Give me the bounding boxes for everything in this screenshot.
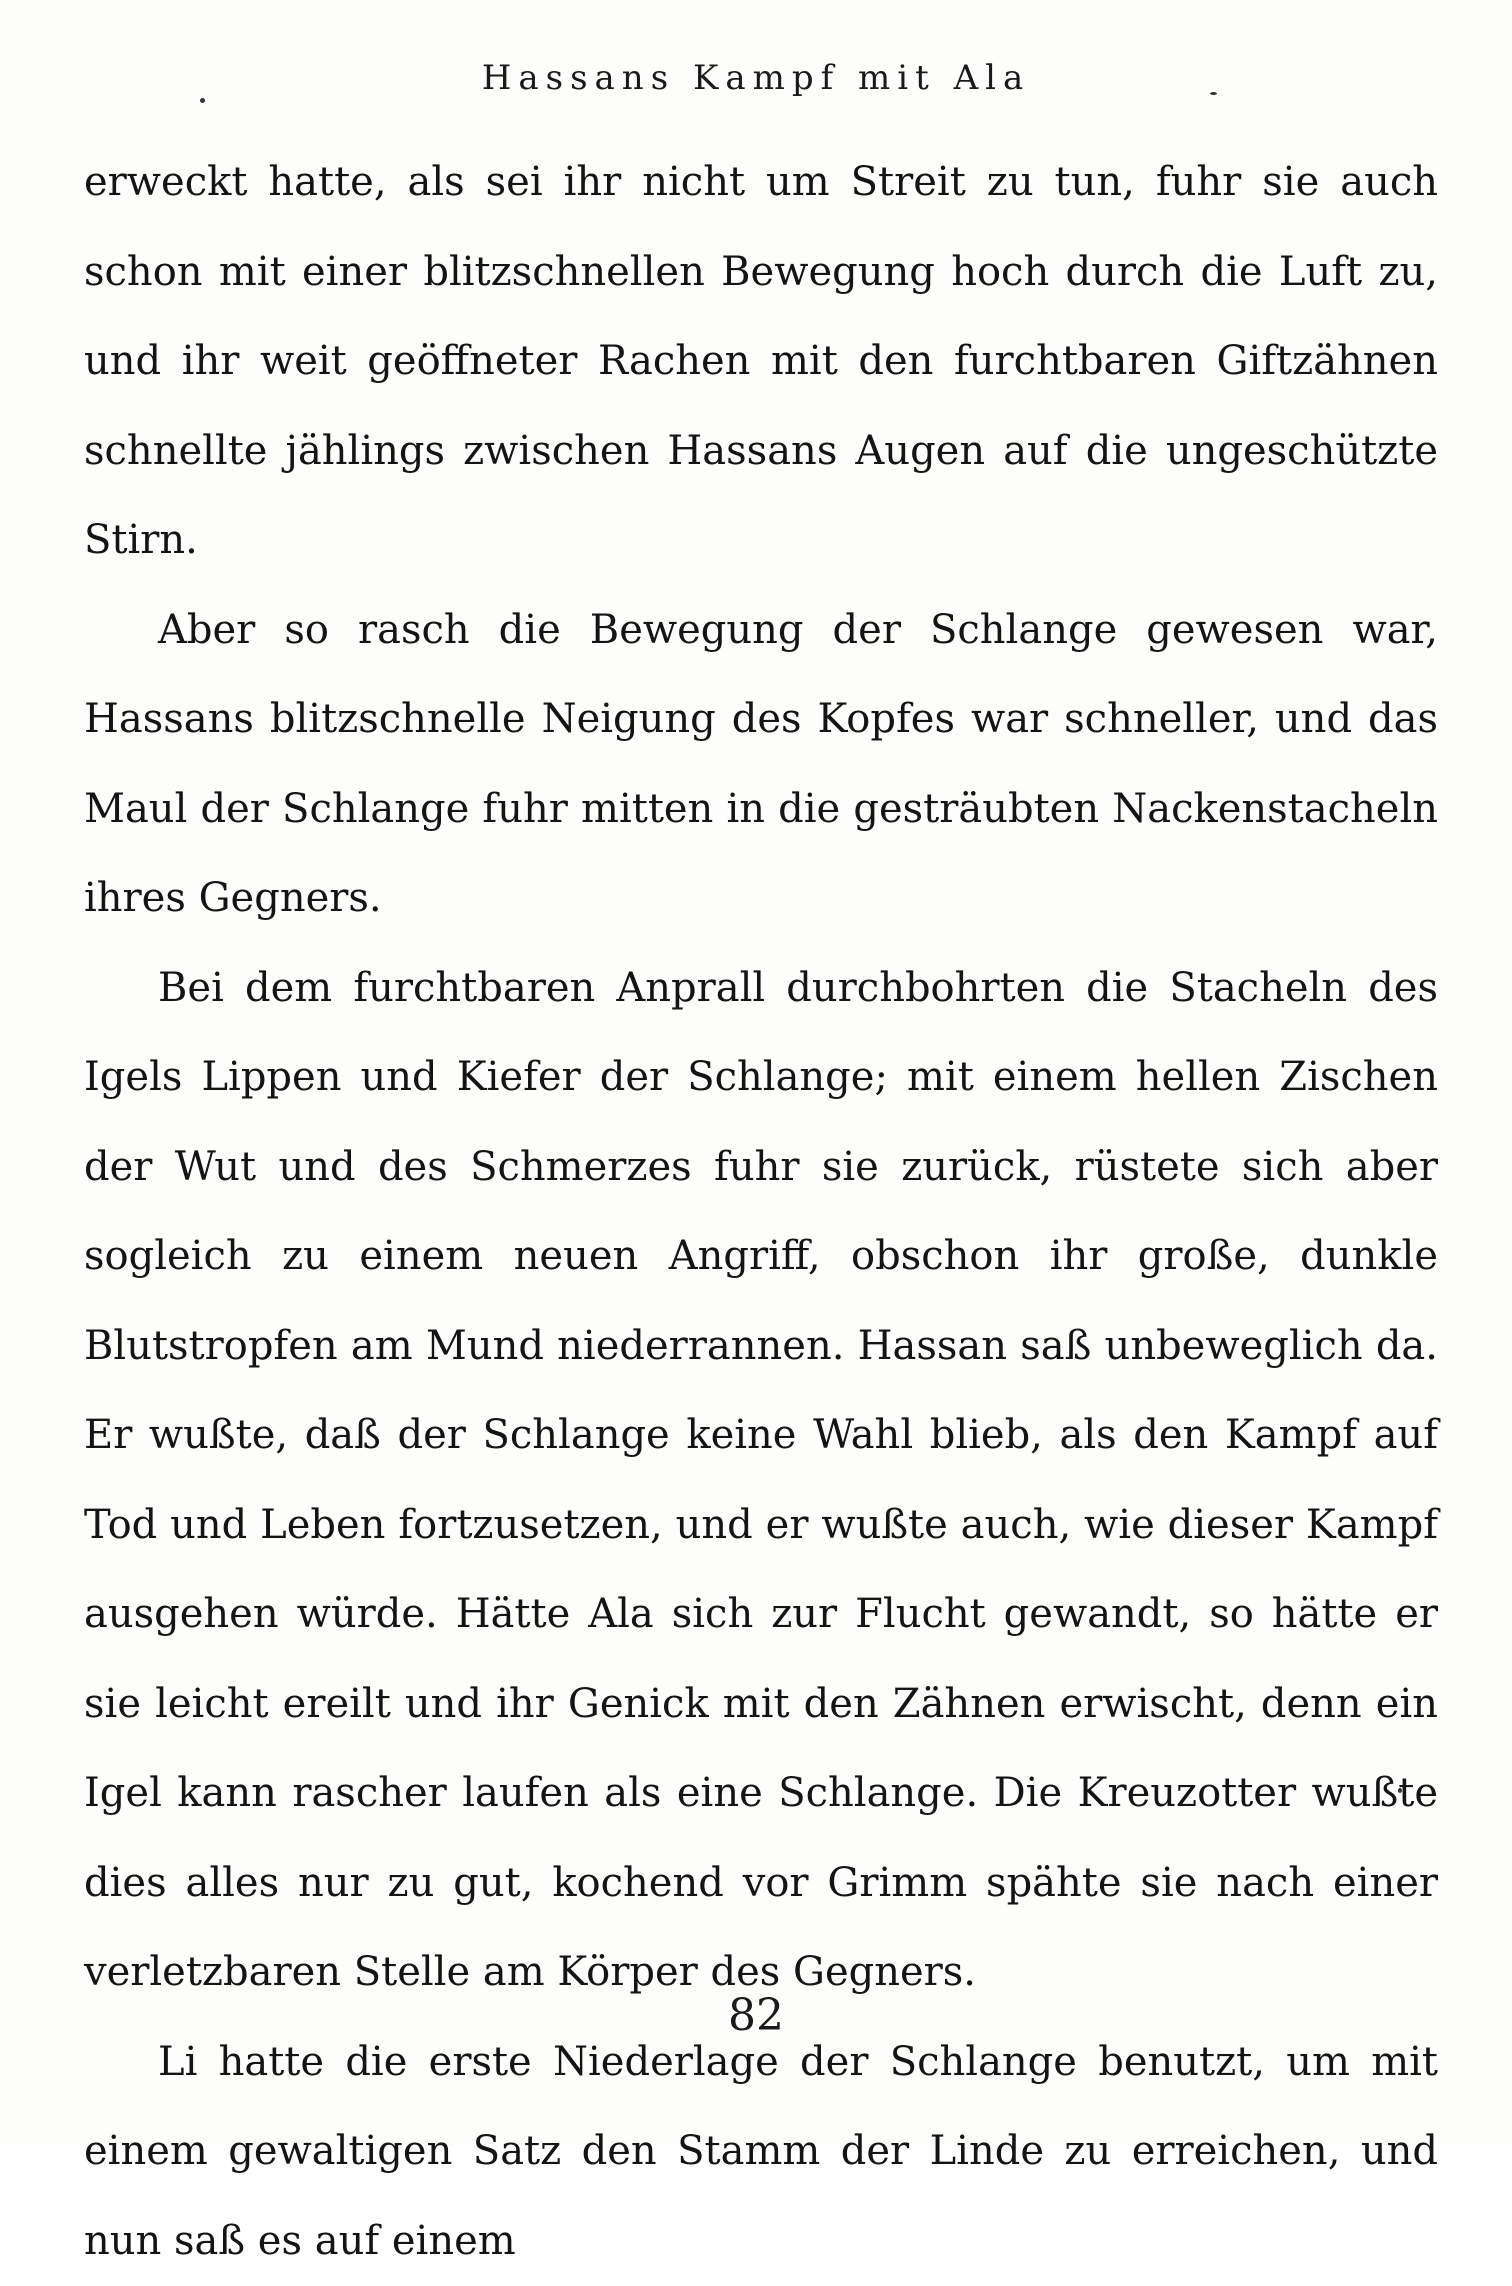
- ink-speck: [1210, 92, 1217, 95]
- paragraph: Bei dem furchtbaren Anprall durchbohrten die Stacheln des Igels Lippen und Kiefer der Schlange; mit einem hellen Zischen der Wut und des Schmerzes fuhr sie zurück, rüstete sich aber sogleich zu einem neuen Angriff, obschon ihr große, dunkle Blutstropfen am Mund niederrannen. Hassan saß unbeweglich da. Er wußte, daß der Schlange keine Wahl blieb, als den Kampf auf Tod und Leben fortzusetzen, und er wußte auch, wie dieser Kampf ausgehen würde. Hätte Ala sich zur Flucht gewandt, so hätte er sie leicht ereilt und ihr Genick mit den Zähnen erwischt, denn ein Igel kann rascher laufen als eine Schlange. Die Kreuzotter wußte dies alles nur zu gut, kochend vor Grimm spähte sie nach einer verletzbaren Stelle am Körper des Gegners.: [84, 944, 1438, 2018]
- paragraph: Li hatte die erste Niederlage der Schlange benutzt, um mit einem gewaltigen Satz den Stamm der Linde zu erreichen, und nun saß es auf einem: [84, 2018, 1438, 2286]
- paragraph: Aber so rasch die Bewegung der Schlange gewesen war, Hassans blitzschnelle Neigung des Kopfes war schneller, und das Maul der Schlange fuhr mitten in die gesträubten Nackenstacheln ihres Gegners.: [84, 586, 1438, 944]
- paragraph: erweckt hatte, als sei ihr nicht um Streit zu tun, fuhr sie auch schon mit einer blitzschnellen Bewegung hoch durch die Luft zu, und ihr weit geöffneter Rachen mit den furchtbaren Giftzähnen schnellte jählings zwischen Hassans Augen auf die ungeschützte Stirn.: [84, 138, 1438, 586]
- running-header: Hassans Kampf mit Ala: [0, 58, 1512, 98]
- ink-speck: [200, 98, 205, 103]
- body-text: [84, 138, 1438, 2286]
- page-number: 82: [0, 1990, 1512, 2041]
